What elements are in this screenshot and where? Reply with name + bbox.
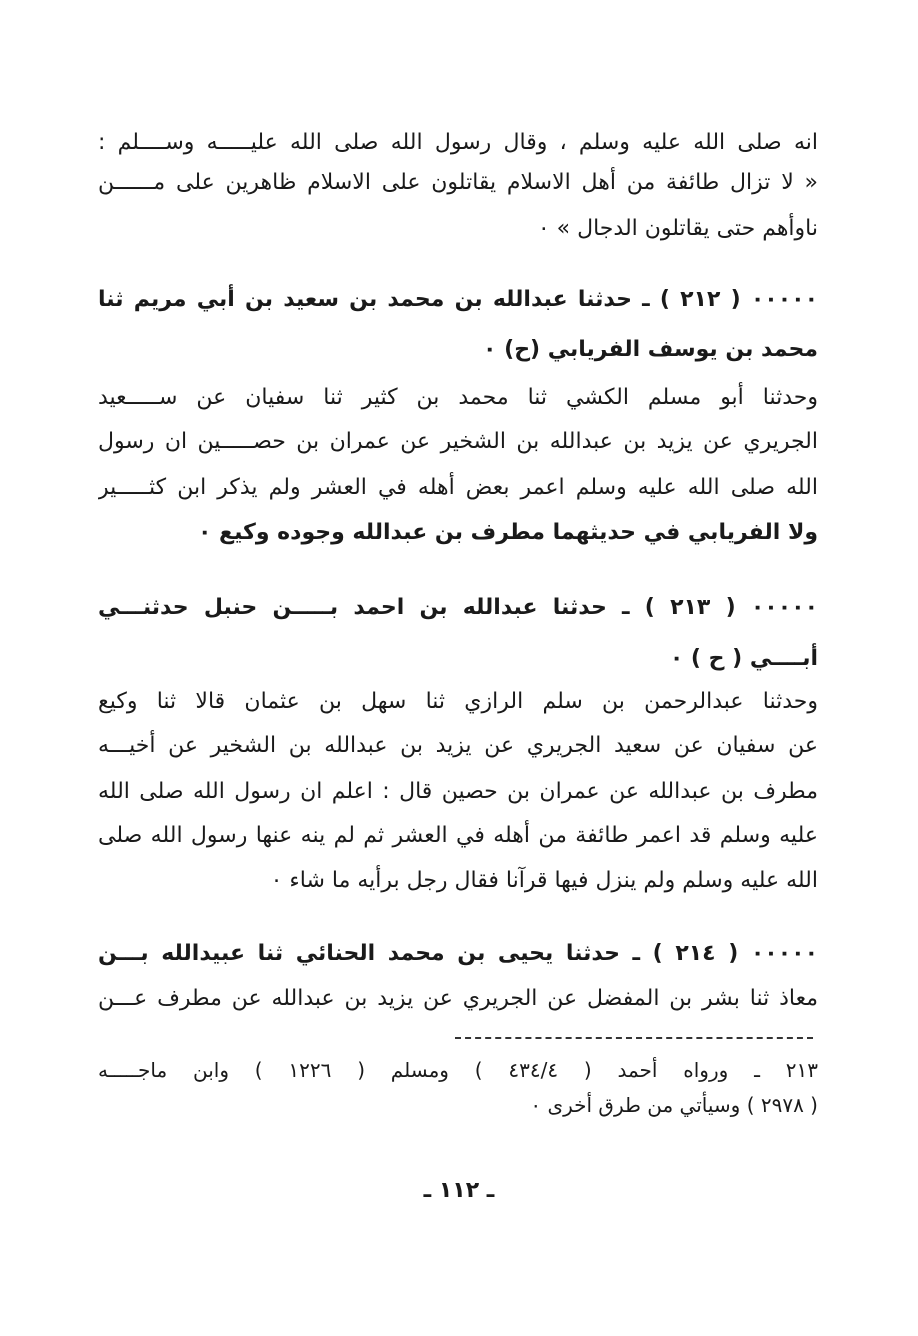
text-line-1: انه صلى الله عليه وسلم ، وقال رسول الله صلى الله عليـــــه وســــلم : (98, 130, 818, 155)
text-line-7: الجريري عن يزيد بن عبدالله بن الشخير عن عمران بن حصـــــين ان رسول (98, 429, 818, 454)
text-line-9: ولا الفريابي في حديثهما مطرف بن عبدالله وجوده وكيع ٠ (197, 520, 818, 545)
footnote-line-2: ( ٢٩٧٨ ) وسيأتي من طرق أخرى ٠ (530, 1093, 818, 1117)
text-line-11: أبــــي ( ح ) ٠ (669, 646, 818, 671)
text-line-12: وحدثنا عبدالرحمن بن سلم الرازي ثنا سهل بن عثمان قالا ثنا وكيع (98, 689, 818, 714)
text-line-6: وحدثنا أبو مسلم الكشي ثنا محمد بن كثير ثنا سفيان عن ســـــعيد (98, 385, 818, 410)
footnote-line-1: ٢١٣ ـ ورواه أحمد ( ٤٣٤/٤ ) ومسلم ( ١٢٢٦ ) وابن ماجـــــه (98, 1058, 818, 1082)
text-line-5: محمد بن يوسف الفريابي (ح) ٠ (483, 337, 818, 362)
hadith-214-header: ٠٠٠٠٠ ( ٢١٤ ) ـ حدثنا يحيى بن محمد الحنائي ثنا عبيدالله بـــن (98, 941, 818, 966)
text-line-3: ناوأهم حتى يقاتلون الدجال » ٠ (537, 216, 818, 241)
text-line-15: عليه وسلم قد اعمر طائفة من أهله في العشر ثم لم ينه عنها رسول الله صلى (98, 823, 818, 848)
hadith-213-header: ٠٠٠٠٠ ( ٢١٣ ) ـ حدثنا عبدالله بن احمد بـــــن حنبل حدثنـــي (98, 595, 818, 620)
text-line-18: معاذ ثنا بشر بن المفضل عن الجريري عن يزيد بن عبدالله عن مطرف عـــن (98, 986, 818, 1011)
hadith-212-header: ٠٠٠٠٠ ( ٢١٢ ) ـ حدثنا عبدالله بن محمد بن سعيد بن أبي مريم ثنا (98, 287, 818, 312)
text-line-13: عن سفيان عن سعيد الجريري عن يزيد بن عبدالله بن الشخير عن أخيـــه (98, 733, 818, 758)
text-line-2: « لا تزال طائفة من أهل الاسلام يقاتلون على الاسلام ظاهرين على مــــــن (98, 170, 818, 195)
text-line-14: مطرف بن عبدالله عن عمران بن حصين قال : اعلم ان رسول الله صلى الله (98, 779, 818, 804)
footnote-separator (455, 1037, 813, 1039)
text-line-8: الله صلى الله عليه وسلم اعمر بعض أهله في العشر ولم يذكر ابن كثـــــير (98, 475, 818, 500)
page-number: ـ ١١٢ ـ (423, 1178, 495, 1203)
text-line-16: الله عليه وسلم ولم ينزل فيها قرآنا فقال رجل برأيه ما شاء ٠ (270, 868, 818, 893)
